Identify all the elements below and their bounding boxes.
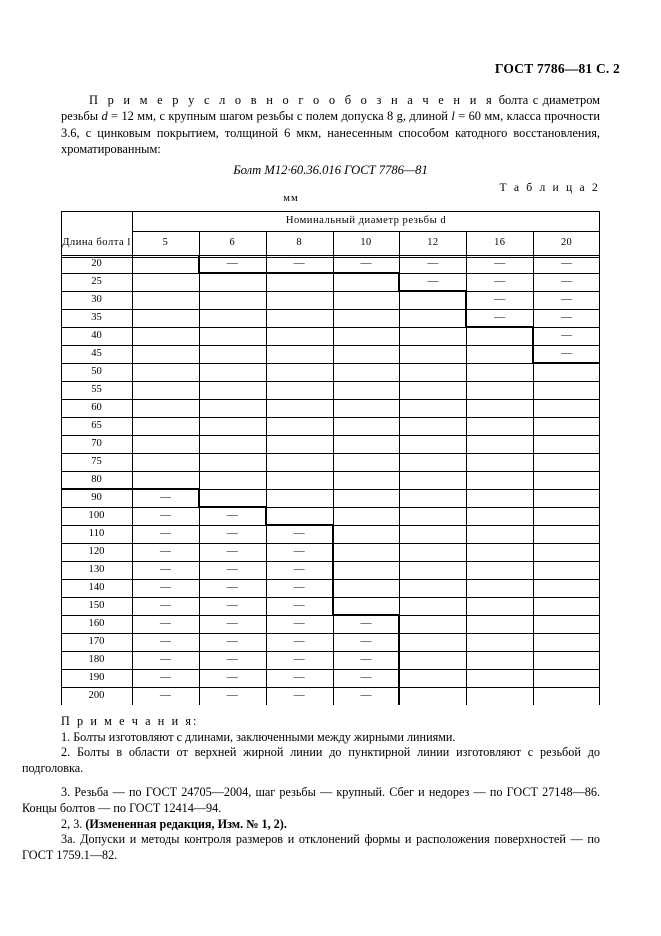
cell-dash-160-10: — [360, 617, 372, 629]
cell-dash-20-10: — [360, 257, 372, 269]
column-header-16: 16 [494, 237, 506, 248]
column-header-5: 5 [162, 237, 169, 248]
dashed-boundary-vertical-col20 [533, 417, 534, 435]
cell-dash-140-6: — [226, 581, 238, 593]
cell-dash-180-8: — [293, 653, 305, 665]
column-header-6: 6 [229, 237, 236, 248]
running-head: ГОСТ 7786—81 С. 2 [494, 61, 620, 76]
note-4-prefix: 2, 3. [61, 816, 86, 831]
cell-dash-190-8: — [293, 671, 305, 683]
cell-dash-190-6: — [226, 671, 238, 683]
bold-boundary-horizontal-row50 [533, 362, 600, 364]
cell-dash-190-10: — [360, 671, 372, 683]
cell-dash-120-6: — [226, 545, 238, 557]
row-label-25: 25 [91, 276, 102, 287]
cell-dash-200-6: — [226, 689, 238, 701]
dashed-boundary-vertical-col6 [199, 273, 200, 291]
row-divider [61, 435, 600, 436]
row-label-35: 35 [91, 312, 102, 323]
cell-dash-35-20: — [561, 311, 573, 323]
bold-lower-horizontal-row90 [61, 488, 199, 490]
cell-dash-160-6: — [226, 617, 238, 629]
note-4 [22, 817, 600, 833]
column-header-12: 12 [427, 237, 439, 248]
intro-paragraph [61, 92, 600, 158]
row-label-60: 60 [91, 402, 102, 413]
notes-section [22, 714, 600, 863]
bold-lower-vertical-col12 [398, 615, 400, 705]
bold-boundary-vertical-col12 [398, 273, 400, 291]
notes-title: П р и м е ч а н и я: [61, 714, 199, 728]
diameter-symbol: d [101, 109, 108, 124]
bold-boundary-vertical-col6 [198, 255, 200, 273]
row-label-180: 180 [88, 654, 105, 665]
row-label-30: 30 [91, 294, 102, 305]
cell-dash-40-20: — [561, 329, 573, 341]
note-1: 1. Болты изготовляют с длинами, заключенными между жирными линиями. [61, 729, 456, 744]
row-label-75: 75 [91, 456, 102, 467]
cell-dash-20-8: — [293, 257, 305, 269]
cell-dash-180-5: — [159, 653, 171, 665]
cell-dash-90-5: — [159, 491, 171, 503]
intro-part-1: болта с диаметром резьбы [61, 93, 600, 124]
bold-lower-horizontal-row160 [333, 614, 400, 616]
label-column-divider [132, 211, 133, 705]
row-label-140: 140 [88, 582, 105, 593]
row-label-130: 130 [88, 564, 105, 575]
cell-dash-110-5: — [159, 527, 171, 539]
row-divider [61, 363, 600, 364]
cell-dash-100-6: — [226, 509, 238, 521]
cell-dash-130-6: — [226, 563, 238, 575]
unit-label: мм [283, 193, 299, 204]
cell-dash-35-16: — [494, 311, 506, 323]
intro-part-3: = 60 мм, класса прочности 3.6, с цинковым покрытием, толщиной 6 мкм, нанесенным способом катодного восстановления, хроматированным: [61, 109, 600, 157]
column-group-header: Номинальный диаметр резьбы d [285, 215, 447, 226]
row-label-50: 50 [91, 366, 102, 377]
cell-dash-110-6: — [226, 527, 238, 539]
cell-dash-180-10: — [360, 653, 372, 665]
cell-dash-170-8: — [293, 635, 305, 647]
bold-boundary-horizontal-row40 [466, 326, 533, 328]
dashed-boundary-horizontal-row30 [199, 291, 266, 292]
cell-dash-150-6: — [226, 599, 238, 611]
cell-dash-170-6: — [226, 635, 238, 647]
bold-boundary-vertical-col16 [465, 291, 467, 327]
cell-dash-200-8: — [293, 689, 305, 701]
cell-dash-45-20: — [561, 347, 573, 359]
row-divider [61, 471, 600, 472]
row-label-200: 200 [88, 690, 105, 701]
row-label-160: 160 [88, 618, 105, 629]
dashed-boundary-vertical-col16 [466, 381, 467, 417]
cell-dash-150-8: — [293, 599, 305, 611]
intro-spaced-lead: П р и м е р у с л о в н о г о о б о з н а ч е н и я [89, 93, 495, 107]
cell-dash-30-16: — [494, 293, 506, 305]
cell-dash-200-5: — [159, 689, 171, 701]
cell-dash-25-20: — [561, 275, 573, 287]
note-3: 3. Резьба — по ГОСТ 24705—2004, шаг резьбы — крупный. Сбег и недорез — по ГОСТ 27148—86. Концы болтов — по ГОСТ 12414—94. [22, 785, 600, 815]
row-divider [61, 399, 600, 400]
bold-lower-vertical-col6 [198, 489, 200, 507]
row-label-70: 70 [91, 438, 102, 449]
dashed-boundary-horizontal-row65 [466, 417, 533, 418]
cell-dash-30-20: — [561, 293, 573, 305]
dashed-boundary-vertical-col8 [266, 291, 267, 309]
cell-dash-190-5: — [159, 671, 171, 683]
cell-dash-200-10: — [360, 689, 372, 701]
cell-dash-20-16: — [494, 257, 506, 269]
row-label-65: 65 [91, 420, 102, 431]
row-header-label: Длина болта l [62, 237, 131, 248]
note-5: 3а. Допуски и методы контроля размеров и отклонений формы и расположения поверхностей — по ГОСТ 1759.1—82. [22, 832, 600, 862]
row-label-190: 190 [88, 672, 105, 683]
cell-dash-130-5: — [159, 563, 171, 575]
cell-dash-140-5: — [159, 581, 171, 593]
cell-dash-160-5: — [159, 617, 171, 629]
bold-boundary-horizontal-row30 [399, 290, 466, 292]
cell-dash-120-8: — [293, 545, 305, 557]
cell-dash-120-5: — [159, 545, 171, 557]
row-label-110: 110 [88, 528, 105, 539]
bolt-length-diameter-table [61, 211, 600, 705]
cell-dash-130-8: — [293, 563, 305, 575]
cell-dash-160-8: — [293, 617, 305, 629]
cell-dash-140-8: — [293, 581, 305, 593]
intro-part-2: = 12 мм, с крупным шагом резьбы с полем допуска 8 g, длиной [107, 109, 452, 124]
row-label-55: 55 [91, 384, 102, 395]
cell-dash-25-16: — [494, 275, 506, 287]
row-label-100: 100 [88, 510, 105, 521]
bold-lower-vertical-col8 [265, 507, 267, 525]
row-label-40: 40 [91, 330, 102, 341]
row-divider [61, 453, 600, 454]
dashed-boundary-horizontal-row55 [399, 381, 466, 382]
bold-lower-horizontal-row100 [199, 506, 266, 508]
cell-dash-170-10: — [360, 635, 372, 647]
column-header-8: 8 [296, 237, 302, 248]
row-divider [61, 381, 600, 382]
bold-lower-horizontal-row110 [266, 524, 333, 526]
note-4-bold: (Измененная редакция, Изм. № 1, 2). [85, 816, 287, 831]
cell-dash-150-5: — [159, 599, 171, 611]
dashed-boundary-vertical-col12 [399, 345, 400, 381]
row-label-20: 20 [91, 258, 102, 269]
cell-dash-20-12: — [427, 257, 439, 269]
dashed-boundary-horizontal-row25 [132, 273, 199, 274]
bolt-designation: Болт М12·60.36.016 ГОСТ 7786—81 [233, 163, 428, 177]
column-header-20: 20 [560, 237, 573, 248]
column-header-10: 10 [360, 237, 372, 248]
dashed-boundary-horizontal-row35 [266, 309, 333, 310]
bold-boundary-horizontal-row25 [199, 272, 400, 274]
row-label-80: 80 [91, 474, 102, 485]
table-caption: Т а б л и ц а 2 [499, 181, 600, 194]
row-label-150: 150 [88, 600, 105, 611]
note-2: 2. Болты в области от верхней жирной линии до пунктирной линии изготовляют с резьбой до подголовка. [22, 745, 600, 775]
row-label-90: 90 [91, 492, 102, 503]
dashed-boundary-vertical-col10 [333, 309, 334, 345]
dashed-boundary-horizontal-row70 [533, 435, 600, 436]
row-label-45: 45 [91, 348, 102, 359]
cell-dash-25-12: — [427, 275, 439, 287]
bold-lower-vertical-col10 [332, 525, 334, 615]
row-label-170: 170 [88, 636, 105, 647]
dashed-boundary-horizontal-row45 [333, 345, 400, 346]
cell-dash-170-5: — [159, 635, 171, 647]
row-label-120: 120 [88, 546, 105, 557]
bold-boundary-vertical-col20 [532, 327, 534, 363]
cell-dash-110-8: — [293, 527, 305, 539]
row-divider [61, 345, 600, 346]
length-symbol: l [451, 109, 455, 124]
cell-dash-20-6: — [226, 257, 238, 269]
cell-dash-100-5: — [159, 509, 171, 521]
cell-dash-180-6: — [226, 653, 238, 665]
cell-dash-20-20: — [561, 257, 573, 269]
